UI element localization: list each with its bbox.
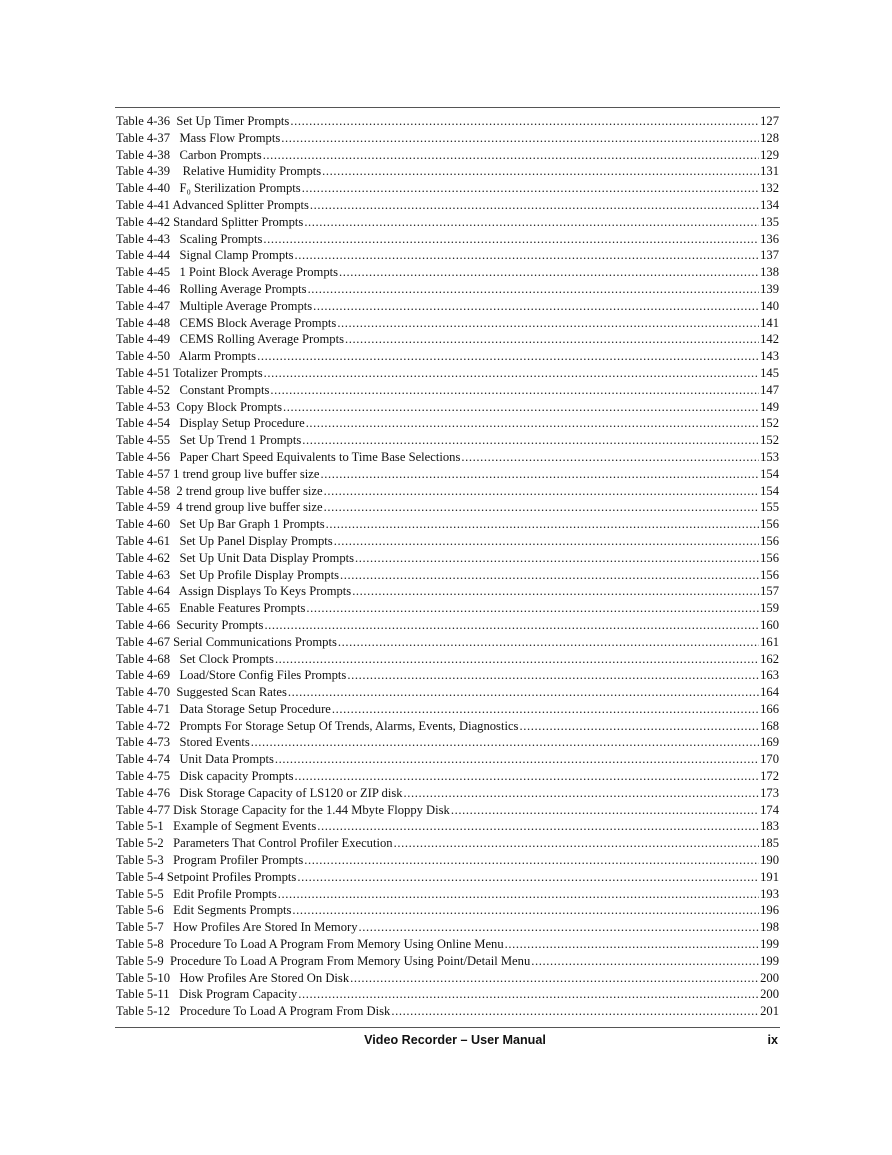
toc-entry-page-number: 138	[760, 265, 779, 280]
toc-entry[interactable]	[116, 432, 779, 449]
toc-entry[interactable]	[116, 852, 779, 869]
dot-leader	[519, 718, 759, 735]
dot-leader	[391, 1003, 759, 1020]
toc-entry[interactable]	[116, 802, 779, 819]
toc-entry-page-number: 156	[760, 533, 779, 548]
toc-entry-label: Table 4-45 1 Point Block Average Prompts	[116, 265, 339, 280]
toc-entry-page-number: 141	[760, 315, 779, 330]
toc-entry-page-number: 134	[760, 197, 779, 212]
toc-entry-label: Table 4-37 Mass Flow Prompts	[116, 130, 281, 145]
toc-entry-page-number: 153	[760, 449, 779, 464]
dot-leader	[352, 583, 759, 600]
toc-entry[interactable]	[116, 516, 779, 533]
toc-entry[interactable]	[116, 533, 779, 550]
dot-leader	[281, 130, 759, 147]
toc-entry[interactable]	[116, 869, 779, 886]
toc-entry-label: Table 4-52 Constant Prompts	[116, 382, 270, 397]
toc-entry-page-number: 200	[760, 987, 779, 1002]
toc-entry-page-number: 169	[760, 735, 779, 750]
dot-leader	[306, 415, 759, 432]
toc-entry-page-number: 163	[760, 668, 779, 683]
dot-leader	[359, 919, 760, 936]
dot-leader	[339, 264, 759, 281]
toc-entry-label: Table 4-43 Scaling Prompts	[116, 231, 263, 246]
toc-entry-page-number: 183	[760, 819, 779, 834]
toc-entry-page-number: 155	[760, 500, 779, 515]
toc-entry-label: Table 4-71 Data Storage Setup Procedure	[116, 701, 331, 716]
toc-entry[interactable]	[116, 818, 779, 835]
dot-leader	[320, 466, 759, 483]
dot-leader	[334, 533, 759, 550]
dot-leader	[275, 651, 759, 668]
toc-entry[interactable]	[116, 315, 779, 332]
toc-entry[interactable]	[116, 567, 779, 584]
toc-entry-page-number: 128	[760, 130, 779, 145]
toc-entry[interactable]	[116, 163, 779, 180]
dot-leader	[298, 986, 759, 1003]
toc-entry-page-number: 156	[760, 567, 779, 582]
toc-entry-label: Table 4-48 CEMS Block Average Prompts	[116, 315, 337, 330]
toc-entry-page-number: 161	[760, 634, 779, 649]
toc-entry[interactable]	[116, 348, 779, 365]
toc-entry-page-number: 160	[760, 617, 779, 632]
dot-leader	[302, 180, 759, 197]
toc-entry-page-number: 139	[760, 281, 779, 296]
dot-leader	[404, 785, 760, 802]
list-of-tables	[116, 113, 779, 1020]
toc-entry[interactable]	[116, 936, 779, 953]
toc-entry[interactable]	[116, 684, 779, 701]
dot-leader	[283, 399, 759, 416]
dot-leader	[264, 617, 759, 634]
toc-entry-page-number: 199	[760, 937, 779, 952]
toc-entry[interactable]	[116, 113, 779, 130]
toc-entry[interactable]	[116, 768, 779, 785]
toc-entry[interactable]	[116, 701, 779, 718]
toc-entry[interactable]	[116, 415, 779, 432]
toc-entry-page-number: 190	[760, 853, 779, 868]
dot-leader	[251, 734, 759, 751]
dot-leader	[257, 348, 759, 365]
toc-entry-page-number: 174	[760, 802, 779, 817]
toc-entry[interactable]	[116, 634, 779, 651]
toc-entry-page-number: 132	[760, 181, 779, 196]
toc-entry-page-number: 199	[760, 953, 779, 968]
dot-leader	[290, 113, 759, 130]
toc-entry-page-number: 129	[760, 147, 779, 162]
toc-entry-label: Table 5-1 Example of Segment Events	[116, 819, 317, 834]
toc-entry[interactable]	[116, 449, 779, 466]
dot-leader	[338, 634, 759, 651]
toc-entry-page-number: 201	[760, 1004, 779, 1019]
toc-entry-label: Table 5-8 Procedure To Load A Program From Memory Using Online Menu	[116, 937, 504, 952]
dot-leader	[350, 970, 759, 987]
toc-entry[interactable]	[116, 483, 779, 500]
dot-leader	[324, 499, 759, 516]
toc-entry-label: Table 4-56 Paper Chart Speed Equivalents to Time Base Selections	[116, 449, 461, 464]
footer-title: Video Recorder – User Manual	[364, 1033, 546, 1047]
dot-leader	[304, 214, 759, 231]
toc-entry[interactable]	[116, 466, 779, 483]
toc-entry[interactable]	[116, 651, 779, 668]
toc-entry-label: Table 5-6 Edit Segments Prompts	[116, 903, 292, 918]
toc-entry-label: Table 4-61 Set Up Panel Display Prompts	[116, 533, 333, 548]
dot-leader	[324, 483, 759, 500]
dot-leader	[337, 315, 759, 332]
toc-entry-page-number: 185	[760, 836, 779, 851]
dot-leader	[304, 852, 759, 869]
toc-entry[interactable]	[116, 785, 779, 802]
dot-leader	[461, 449, 759, 466]
dot-leader	[295, 247, 760, 264]
toc-entry-label: Table 4-58 2 trend group live buffer size	[116, 483, 323, 498]
toc-entry-label: Table 4-51 Totalizer Prompts	[116, 365, 263, 380]
dot-leader	[308, 281, 760, 298]
toc-entry-label: Table 4-53 Copy Block Prompts	[116, 399, 282, 414]
toc-entry-label: Table 4-77 Disk Storage Capacity for the 1.44 Mbyte Floppy Disk	[116, 802, 450, 817]
toc-entry-label: Table 4-62 Set Up Unit Data Display Prompts	[116, 550, 355, 565]
toc-entry-page-number: 143	[760, 349, 779, 364]
toc-entry-label: Table 4-65 Enable Features Prompts	[116, 601, 306, 616]
toc-entry-page-number: 154	[760, 483, 779, 498]
toc-entry[interactable]	[116, 919, 779, 936]
toc-entry-label: Table 5-11 Disk Program Capacity	[116, 987, 298, 1002]
toc-entry-label: Table 4-59 4 trend group live buffer size	[116, 500, 323, 515]
toc-entry-label: Table 4-64 Assign Displays To Keys Prompts	[116, 584, 352, 599]
toc-entry-label: Table 4-63 Set Up Profile Display Prompts	[116, 567, 339, 582]
dot-leader	[302, 432, 759, 449]
dot-leader	[297, 869, 759, 886]
header-rule	[115, 107, 780, 108]
dot-leader	[310, 197, 759, 214]
toc-entry-label: Table 4-74 Unit Data Prompts	[116, 752, 274, 767]
toc-entry[interactable]	[116, 902, 779, 919]
toc-entry-page-number: 173	[760, 785, 779, 800]
toc-entry-label: Table 4-49 CEMS Rolling Average Prompts	[116, 332, 345, 347]
dot-leader	[270, 382, 759, 399]
dot-leader	[531, 953, 759, 970]
toc-entry[interactable]	[116, 886, 779, 903]
dot-leader	[340, 567, 759, 584]
toc-entry-page-number: 172	[760, 769, 779, 784]
toc-entry[interactable]	[116, 986, 779, 1003]
toc-entry-label: Table 4-73 Stored Events	[116, 735, 250, 750]
dot-leader	[306, 600, 759, 617]
toc-entry-page-number: 137	[760, 248, 779, 263]
dot-leader	[394, 835, 760, 852]
dot-leader	[263, 147, 759, 164]
toc-entry-page-number: 193	[760, 886, 779, 901]
toc-entry-page-number: 145	[760, 365, 779, 380]
dot-leader	[355, 550, 759, 567]
toc-entry[interactable]	[116, 264, 779, 281]
dot-leader	[505, 936, 759, 953]
toc-entry[interactable]	[116, 550, 779, 567]
toc-entry[interactable]	[116, 718, 779, 735]
toc-entry-label: Table 4-44 Signal Clamp Prompts	[116, 248, 294, 263]
toc-entry-label: Table 4-68 Set Clock Prompts	[116, 651, 274, 666]
toc-entry-label: Table 5-10 How Profiles Are Stored On Disk	[116, 970, 350, 985]
toc-entry-label: Table 5-5 Edit Profile Prompts	[116, 886, 277, 901]
dot-leader	[451, 802, 759, 819]
toc-entry[interactable]	[116, 399, 779, 416]
toc-entry-page-number: 154	[760, 466, 779, 481]
toc-entry-label: Table 4-42 Standard Splitter Prompts	[116, 214, 304, 229]
toc-entry[interactable]	[116, 970, 779, 987]
toc-entry-label: Table 4-41 Advanced Splitter Prompts	[116, 197, 309, 212]
toc-entry-label: Table 4-57 1 trend group live buffer size	[116, 466, 320, 481]
toc-entry-page-number: 136	[760, 231, 779, 246]
toc-entry[interactable]	[116, 835, 779, 852]
toc-entry-page-number: 142	[760, 332, 779, 347]
footer-page-number: ix	[767, 1033, 778, 1047]
toc-entry-page-number: 168	[760, 718, 779, 733]
toc-entry-page-number: 127	[760, 114, 779, 128]
dot-leader	[332, 701, 759, 718]
toc-entry[interactable]	[116, 667, 779, 684]
toc-entry-label: Table 4-36 Set Up Timer Prompts	[116, 114, 290, 128]
toc-entry-page-number: 196	[760, 903, 779, 918]
toc-entry[interactable]	[116, 281, 779, 298]
toc-entry[interactable]	[116, 1003, 779, 1020]
dot-leader	[322, 163, 759, 180]
toc-entry-label: Table 5-2 Parameters That Control Profiler Execution	[116, 836, 393, 851]
toc-entry-page-number: 164	[760, 685, 779, 700]
dot-leader	[317, 818, 759, 835]
toc-entry[interactable]	[116, 298, 779, 315]
toc-entry[interactable]	[116, 331, 779, 348]
toc-entry-label: Table 4-69 Load/Store Config Files Prompts	[116, 668, 347, 683]
dot-leader	[313, 298, 759, 315]
toc-entry[interactable]	[116, 734, 779, 751]
toc-entry[interactable]	[116, 247, 779, 264]
toc-entry-page-number: 152	[760, 433, 779, 448]
toc-entry-label: Table 4-47 Multiple Average Prompts	[116, 298, 313, 313]
toc-entry-label: Table 4-50 Alarm Prompts	[116, 349, 257, 364]
toc-entry-label: Table 4-46 Rolling Average Prompts	[116, 281, 307, 296]
toc-entry[interactable]	[116, 382, 779, 399]
toc-entry-label: Table 5-9 Procedure To Load A Program From Memory Using Point/Detail Menu	[116, 953, 531, 968]
toc-entry-page-number: 200	[760, 970, 779, 985]
toc-entry-page-number: 157	[760, 584, 779, 599]
dot-leader	[295, 768, 760, 785]
toc-entry-label: Table 4-75 Disk capacity Prompts	[116, 769, 294, 784]
toc-entry-label: Table 4-60 Set Up Bar Graph 1 Prompts	[116, 517, 325, 532]
toc-entry[interactable]	[116, 197, 779, 214]
toc-entry[interactable]	[116, 130, 779, 147]
toc-entry-page-number: 166	[760, 701, 779, 716]
toc-entry-label: Table 4-38 Carbon Prompts	[116, 147, 262, 162]
toc-entry[interactable]	[116, 499, 779, 516]
toc-entry[interactable]	[116, 365, 779, 382]
toc-entry[interactable]	[116, 231, 779, 248]
toc-entry-label: Table 5-7 How Profiles Are Stored In Memory	[116, 920, 358, 935]
toc-entry[interactable]	[116, 147, 779, 164]
dot-leader	[347, 667, 759, 684]
toc-entry-label: Table 4-55 Set Up Trend 1 Prompts	[116, 433, 302, 448]
toc-entry-page-number: 159	[760, 601, 779, 616]
toc-entry-label: Table 5-4 Setpoint Profiles Prompts	[116, 869, 297, 884]
toc-entry[interactable]	[116, 953, 779, 970]
dot-leader	[326, 516, 759, 533]
toc-entry-label: Table 4-67 Serial Communications Prompts	[116, 634, 337, 649]
dot-leader	[275, 751, 759, 768]
toc-entry-page-number: 198	[760, 920, 779, 935]
toc-entry-page-number: 162	[760, 651, 779, 666]
dot-leader	[288, 684, 759, 701]
dot-leader	[264, 365, 759, 382]
toc-entry-label: Table 4-66 Security Prompts	[116, 617, 264, 632]
toc-entry-label: Table 5-12 Procedure To Load A Program From Disk	[116, 1004, 391, 1019]
toc-entry-page-number: 147	[760, 382, 779, 397]
toc-entry-page-number: 131	[760, 164, 779, 179]
toc-entry-page-number: 149	[760, 399, 779, 414]
toc-entry-page-number: 170	[760, 752, 779, 767]
toc-entry-page-number: 156	[760, 550, 779, 565]
dot-leader	[263, 231, 759, 248]
dot-leader	[278, 886, 759, 903]
toc-entry-label: Table 4-76 Disk Storage Capacity of LS120 or ZIP disk	[116, 785, 403, 800]
toc-entry[interactable]	[116, 214, 779, 231]
toc-entry-page-number: 135	[760, 214, 779, 229]
toc-entry[interactable]	[116, 751, 779, 768]
toc-entry-page-number: 191	[760, 869, 779, 884]
toc-entry[interactable]	[116, 600, 779, 617]
dot-leader	[345, 331, 759, 348]
toc-entry-label: Table 4-54 Display Setup Procedure	[116, 416, 305, 431]
dot-leader	[292, 902, 759, 919]
footer-rule	[115, 1027, 780, 1028]
toc-entry-label: Table 5-3 Program Profiler Prompts	[116, 853, 304, 868]
toc-entry-label: Table 4-40 F₀ Sterilization Prompts	[116, 181, 301, 196]
toc-entry[interactable]	[116, 617, 779, 634]
toc-entry-label: Table 4-39 Relative Humidity Prompts	[116, 164, 322, 179]
toc-entry[interactable]	[116, 180, 779, 197]
toc-entry-label: Table 4-72 Prompts For Storage Setup Of Trends, Alarms, Events, Diagnostics	[116, 718, 519, 733]
toc-entry-page-number: 156	[760, 517, 779, 532]
toc-entry-page-number: 152	[760, 416, 779, 431]
toc-entry[interactable]	[116, 583, 779, 600]
toc-entry-label: Table 4-70 Suggested Scan Rates	[116, 685, 287, 700]
toc-entry-page-number: 140	[760, 298, 779, 313]
